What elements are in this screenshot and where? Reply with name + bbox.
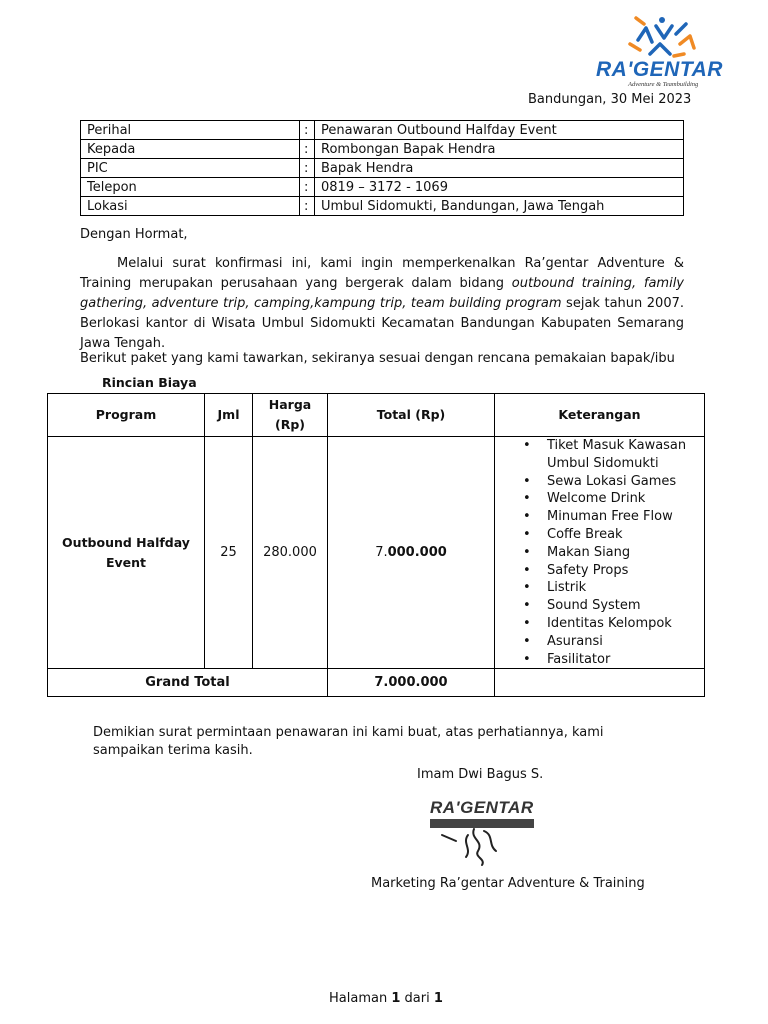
grand-total-value: 7.000.000 <box>328 669 495 697</box>
info-row <box>81 178 684 197</box>
grand-total-row <box>48 669 705 697</box>
info-value: Rombongan Bapak Hendra <box>315 140 684 159</box>
cost-header-row <box>48 394 705 437</box>
footer-middle: dari <box>400 991 434 1006</box>
rincian-title: Rincian Biaya <box>102 375 197 390</box>
letter-info-table <box>80 120 684 216</box>
keterangan-item: • Makan Siang <box>523 544 704 562</box>
info-value: Penawaran Outbound Halfday Event <box>315 121 684 140</box>
keterangan-item: • Welcome Drink <box>523 490 704 508</box>
intro-text-1: Melalui surat konfirmasi ini, kami ingin memperkenalkan Ra’gentar Adventure & Training merupakan perusahaan yang bergerak dalam bidang <box>80 256 684 291</box>
total-prefix: 7. <box>375 545 388 561</box>
info-separator: : <box>300 140 315 159</box>
info-label: Telepon <box>81 178 300 197</box>
stamp-wordmark: RA'GENTAR <box>430 798 534 817</box>
keterangan-item: • Minuman Free Flow <box>523 508 704 526</box>
header-program: Program <box>48 394 205 437</box>
signer-role: Marketing Ra’gentar Adventure & Training <box>371 876 645 891</box>
cost-row <box>48 437 705 669</box>
info-row <box>81 140 684 159</box>
intro-services: outbound training, family gathering, adventure trip, camping,kampung trip, team building program <box>80 276 684 311</box>
header-jml: Jml <box>205 394 253 437</box>
header-harga: Harga (Rp) <box>253 394 328 437</box>
footer-prefix: Halaman <box>329 991 392 1006</box>
offer-paragraph: Berikut paket yang kami tawarkan, sekiranya sesuai dengan rencana pemakaian bapak/ibu <box>80 351 675 366</box>
grand-total-label: Grand Total <box>48 669 328 697</box>
footer-total: 1 <box>433 991 443 1006</box>
grand-total-empty <box>495 669 705 697</box>
page-footer <box>329 990 443 1008</box>
header-total: Total (Rp) <box>328 394 495 437</box>
header-keterangan: Keterangan <box>495 394 705 437</box>
info-separator: : <box>300 121 315 140</box>
total-cell <box>328 437 495 669</box>
info-row <box>81 159 684 178</box>
harga-cell: 280.000 <box>253 437 328 669</box>
info-value: Umbul Sidomukti, Bandungan, Jawa Tengah <box>315 197 684 216</box>
logo-wordmark: RA'GENTAR <box>596 58 723 81</box>
keterangan-item: • Sewa Lokasi Games <box>523 473 704 491</box>
jml-cell: 25 <box>205 437 253 669</box>
keterangan-list <box>495 437 704 668</box>
info-label: Kepada <box>81 140 300 159</box>
info-row <box>81 121 684 140</box>
info-label: PIC <box>81 159 300 178</box>
keterangan-item: • Sound System <box>523 597 704 615</box>
keterangan-item: • Asuransi <box>523 633 704 651</box>
intro-paragraph <box>80 254 684 354</box>
info-separator: : <box>300 197 315 216</box>
closing-paragraph: Demikian surat permintaan penawaran ini kami buat, atas perhatiannya, kami sampaikan terima kasih. <box>93 725 604 758</box>
info-label: Perihal <box>81 121 300 140</box>
signer-name: Imam Dwi Bagus S. <box>417 767 544 782</box>
info-separator: : <box>300 159 315 178</box>
info-separator: : <box>300 178 315 197</box>
cost-table <box>47 393 705 697</box>
info-value: Bapak Hendra <box>315 159 684 178</box>
keterangan-item: • Tiket Masuk Kawasan Umbul Sidomukti <box>523 437 704 473</box>
total-rest: 000.000 <box>387 545 447 561</box>
program-cell: Outbound Halfday Event <box>48 437 205 669</box>
info-row <box>81 197 684 216</box>
greeting: Dengan Hormat, <box>80 227 188 242</box>
keterangan-item: • Listrik <box>523 579 704 597</box>
logo-tagline: Adventure & Teambuilding <box>628 81 699 88</box>
keterangan-cell <box>495 437 705 669</box>
keterangan-item: • Identitas Kelompok <box>523 615 704 633</box>
info-value: 0819 – 3172 - 1069 <box>315 178 684 197</box>
keterangan-item: • Safety Props <box>523 562 704 580</box>
letter-date: Bandungan, 30 Mei 2023 <box>528 92 692 107</box>
info-label: Lokasi <box>81 197 300 216</box>
keterangan-item: • Fasilitator <box>523 651 704 669</box>
keterangan-item: • Coffe Break <box>523 526 704 544</box>
intro-text-2: sejak tahun 2007. Berlokasi kantor di Wisata Umbul Sidomukti Kecamatan Bandungan Kabupaten Semarang Jawa Tengah. <box>80 296 684 351</box>
footer-page: 1 <box>391 991 401 1006</box>
